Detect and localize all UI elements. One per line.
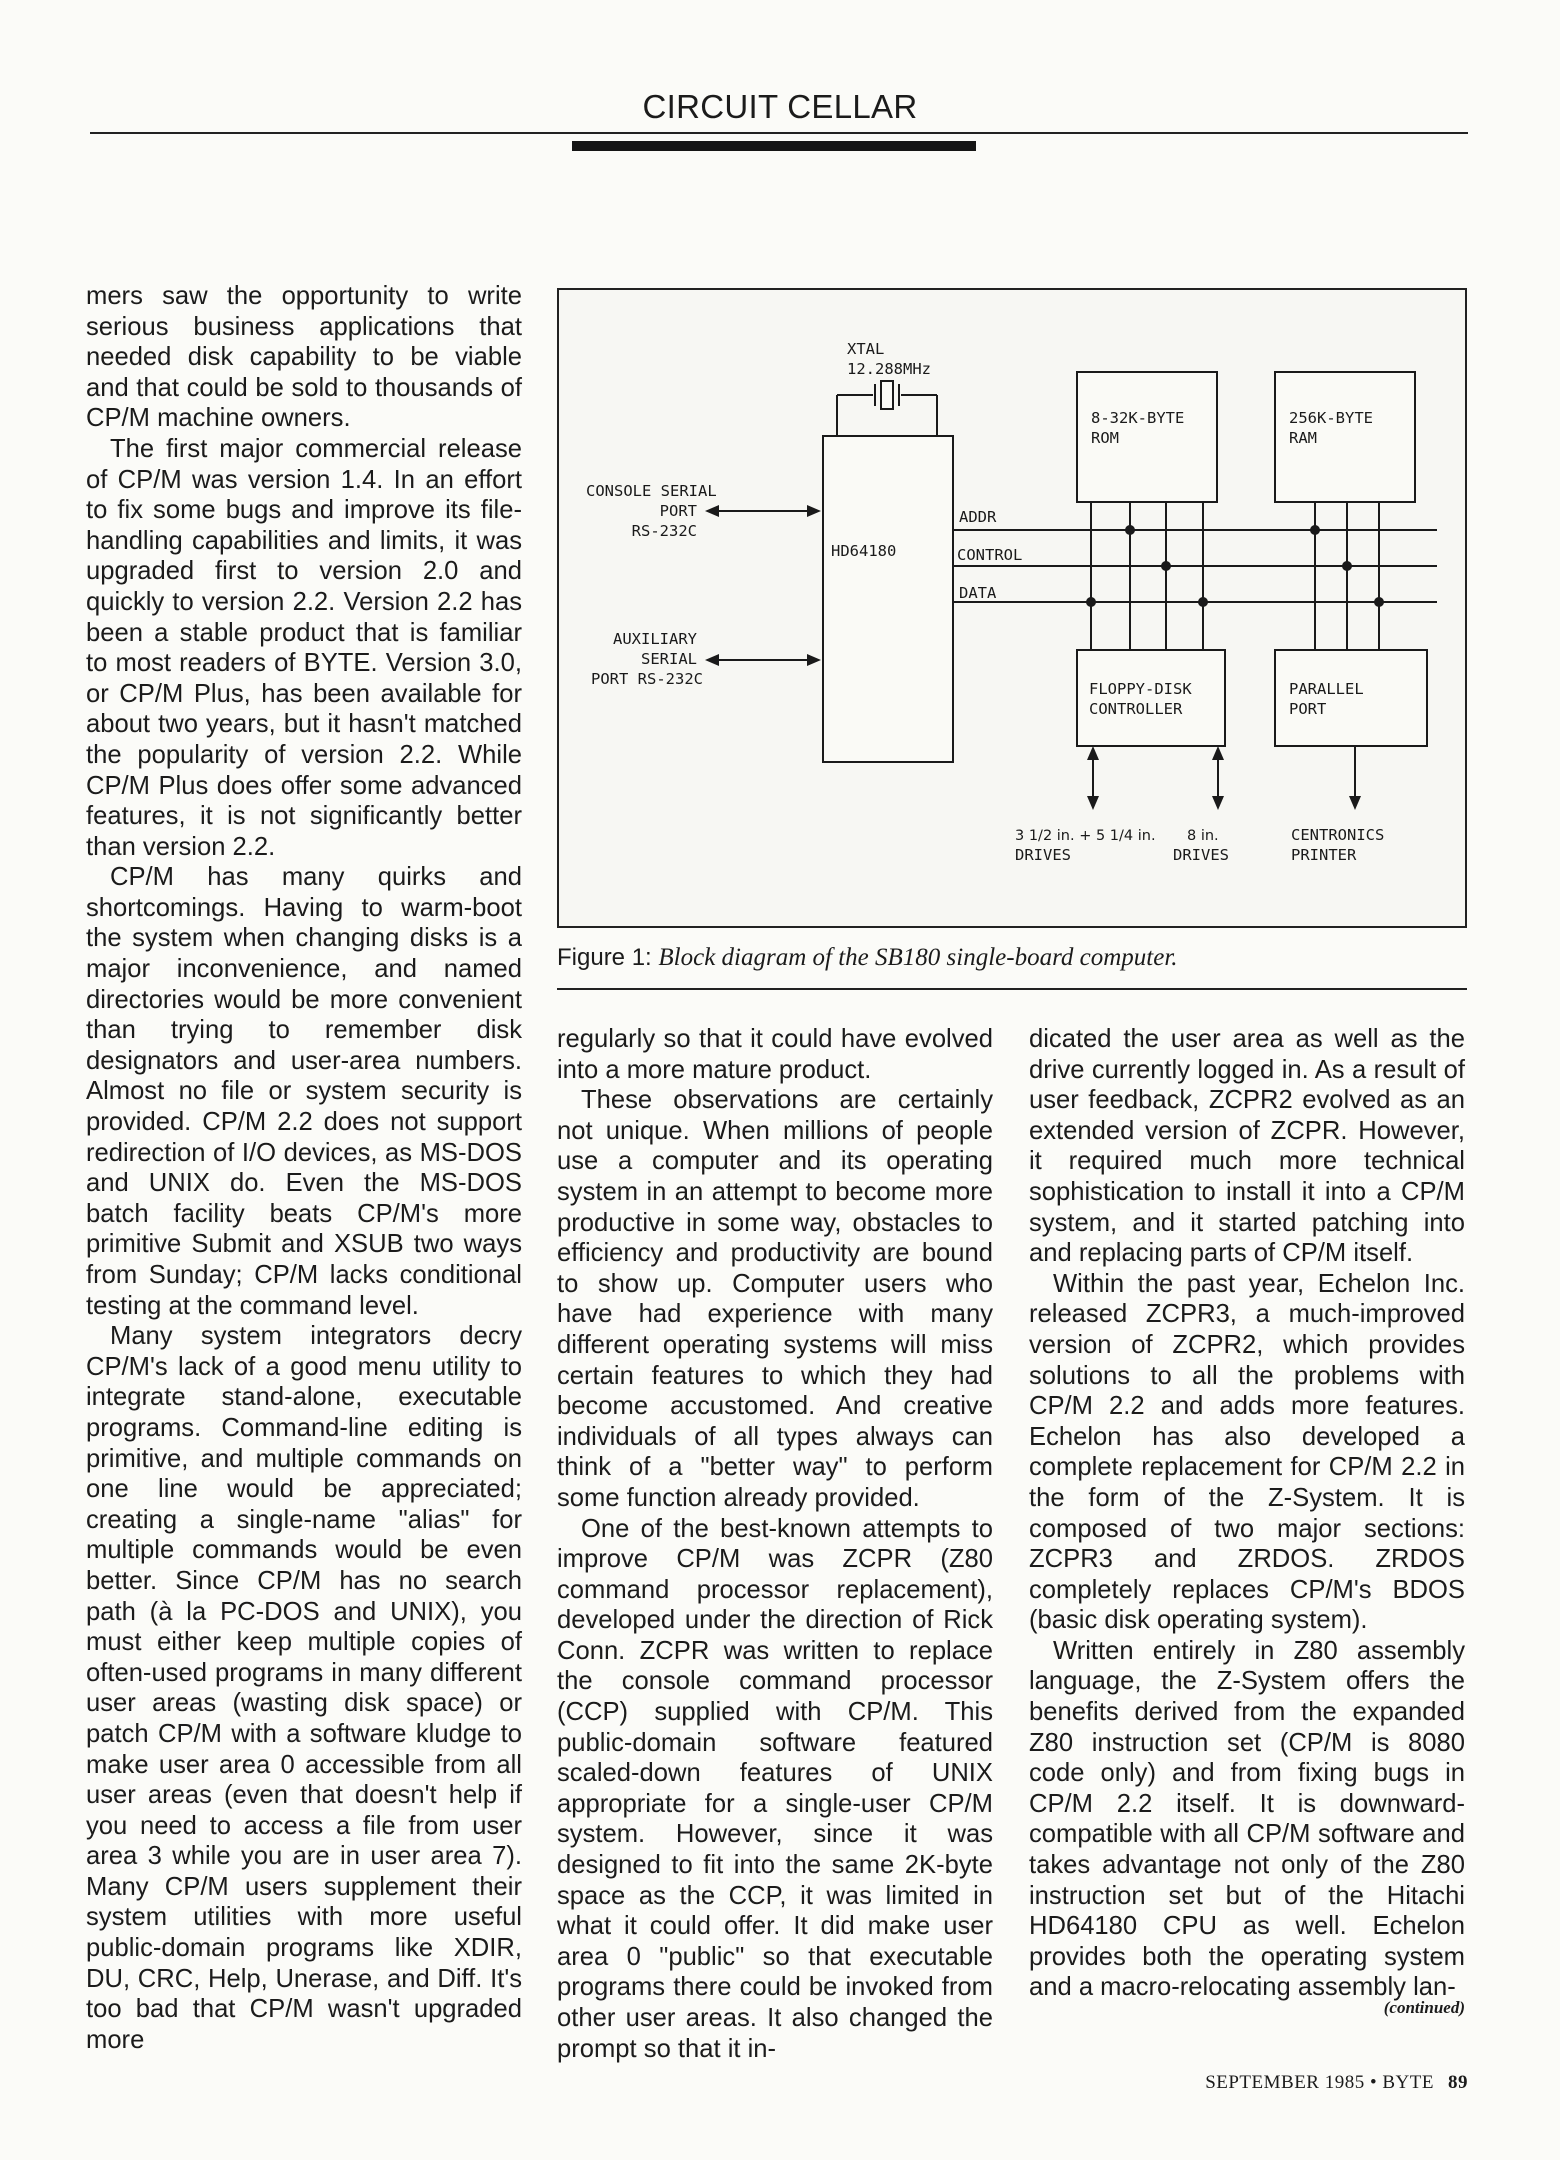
drives-35-label-line-2: DRIVES (1015, 846, 1071, 864)
addr-bus-label: ADDR (959, 508, 997, 526)
rom-label-line-1: 8-32K-BYTE (1091, 409, 1185, 427)
block-diagram-svg (559, 290, 1465, 926)
console-arrow (705, 505, 821, 517)
printer-label-line-2: PRINTER (1291, 846, 1357, 864)
paragraph: Many system integrators decry CP/M's lack of a good menu utility to integrate stand-alone, executable programs. Command-line editing is primitive, and multiple commands on one line would be appreciated; creating a single-name "alias" for multiple commands would be even better. Since CP/M has no search path (à la PC-DOS and UNIX), you must either keep multiple copies of often-used programs in many different user areas (wasting disk space) or patch CP/M with a software kludge to make user area 0 accessible from all user areas (even that doesn't help if you need to access a file from user area 3 while you are in user area 7). Many CP/M users supplement their system utilities with more useful public-domain programs like XDIR, DU, CRC, Help, Unerase, and Diff. It's too bad that CP/M wasn't upgraded more (86, 1322, 522, 2054)
drives-8-label-line-1: 8 in. (1187, 828, 1219, 844)
page-number: 89 (1448, 2072, 1468, 2093)
paragraph: These observations are certainly not unique. When millions of people use a computer and its operating system in an attempt to become more productive in some way, obstacles to efficiency and productivity are bound to show up. Computer users who have had experience with many different operating systems will miss certain features to which they had become accustomed. And creative individuals of all types always can think of a "better way" to perform some function already provided. (557, 1086, 993, 1512)
aux-label-line-2: SERIAL (641, 650, 697, 668)
rom-label-line-2: ROM (1091, 429, 1119, 447)
ram-label-line-2: RAM (1289, 429, 1317, 447)
paragraph: regularly so that it could have evolved into a more mature product. (557, 1025, 993, 1084)
parallel-label-line-2: PORT (1289, 700, 1327, 718)
paragraph: CP/M has many quirks and shortcomings. Having to warm-boot the system when changing disks is a major inconvenience, and named directories would be more convenient than trying to remember disk designators and user-area numbers. Almost no file or system security is provided. CP/M 2.2 does not support redirection of I/O devices, as MS-DOS and UNIX do. Even the MS-DOS batch facility beats CP/M's more primitive Submit and XSUB two ways from Sunday; CP/M lacks conditional testing at the command level. (86, 863, 522, 1320)
paragraph: Written entirely in Z80 assembly language, the Z-System offers the benefits derived from the expanded Z80 instruction set (CP/M is 8080 code only) and from fixing bugs in CP/M 2.2 itself. It is downward-compatible with all CP/M software and takes advantage not only of the Z80 instruction set but of the Hitachi HD64180 CPU as well. Echelon provides both the operating system and a macro-relocating assembly lan- (1029, 1636, 1465, 2002)
system-bus (953, 502, 1437, 650)
parallel-label-line-1: PARALLEL (1289, 680, 1364, 698)
article-column-1 (86, 281, 522, 2055)
data-bus-label: DATA (959, 584, 997, 602)
xtal-label: XTAL (847, 340, 885, 358)
printer-label-line-1: CENTRONICS (1291, 826, 1385, 844)
figure-caption (557, 944, 1467, 972)
header-bar (572, 141, 976, 151)
paragraph: One of the best-known attempts to improve CP/M was ZCPR (Z80 command processor replacement), developed under the direction of Rick Conn. ZCPR was written to replace the console command processor (CCP) supplied with CP/M. This public-domain software featured scaled-down features of UNIX appropriate for a single-user CP/M system. However, since it was designed to fit into the same 2K-byte space as the CCP, it was limited in what it could offer. It did make user area 0 "public" so that executable programs there could be invoked from other user areas. It also changed the prompt so that it in- (557, 1514, 993, 2063)
cpu-block (823, 436, 953, 762)
floppy-controller-block (1077, 650, 1225, 746)
drives-35-label-line-1: 3 1/2 in. + 5 1/4 in. (1015, 828, 1156, 844)
paragraph: mers saw the opportunity to write serious business applications that needed disk capability to be viable and that could be sold to thousands of CP/M machine owners. (86, 282, 522, 433)
console-label-line-2: PORT (659, 502, 697, 520)
page-footer (1000, 2072, 1468, 2094)
fdc-label-line-2: CONTROLLER (1089, 700, 1183, 718)
continued-note: (continued) (1383, 1998, 1465, 2017)
article-column-2 (557, 1024, 993, 2064)
console-label-line-3: RS-232C (631, 522, 697, 540)
aux-label-line-3: PORT RS-232C (591, 670, 703, 688)
paragraph: dicated the user area as well as the drive currently logged in. As a result of user feedback, ZCPR2 evolved as an extended version of ZCPR. However, it required much more technical sophistication to install it into a CP/M system, and it started patching into and replacing parts of CP/M itself. (1029, 1025, 1465, 1268)
page-header-title: CIRCUIT CELLAR (642, 88, 918, 125)
aux-label-line-1: AUXILIARY (613, 630, 697, 648)
control-bus-label: CONTROL (957, 546, 1023, 564)
xtal-frequency-label: 12.288MHz (847, 360, 931, 378)
figure-caption-label: Figure 1: (557, 944, 652, 971)
paragraph: The first major commercial release of CP/M was version 1.4. In an effort to fix some bugs and improve its file-handling capabilities and limits, it was upgraded first to version 2.0 and quickly to version 2.2. Version 2.2 has been a stable product that is familiar to most readers of BYTE. Version 3.0, or CP/M Plus, has been available for about two years, but it hasn't matched the popularity of version 2.2. While CP/M Plus does offer some advanced features, it is not significantly better than version 2.2. (86, 434, 522, 861)
figure-caption-text: Block diagram of the SB180 single-board computer. (658, 944, 1178, 971)
fdc-label-line-1: FLOPPY-DISK (1089, 680, 1192, 698)
aux-arrow (705, 654, 821, 666)
parallel-port-block (1275, 650, 1427, 746)
article-column-3 (1029, 1024, 1465, 2003)
paragraph: Within the past year, Echelon Inc. released ZCPR3, a much-improved version of ZCPR2, which provides solutions to all the problems with CP/M 2.2 and adds more features. Echelon has also developed a complete replacement for CP/M 2.2 in the form of the Z-System. It is composed of two major sections: ZCPR3 and ZRDOS. ZRDOS completely replaces CP/M's BDOS (basic disk operating system). (1029, 1269, 1465, 1635)
drive-arrows (1087, 746, 1361, 810)
console-label-line-1: CONSOLE SERIAL (586, 482, 717, 500)
figure-rule (557, 988, 1467, 990)
crystal-symbol (837, 381, 937, 436)
footer-issue: SEPTEMBER 1985 • BYTE (1205, 2072, 1434, 2093)
block-diagram-figure (557, 288, 1467, 928)
ram-label-line-1: 256K-BYTE (1289, 409, 1373, 427)
drives-8-label-line-2: DRIVES (1173, 846, 1229, 864)
cpu-label: HD64180 (831, 542, 897, 560)
header-rule (90, 132, 1468, 134)
